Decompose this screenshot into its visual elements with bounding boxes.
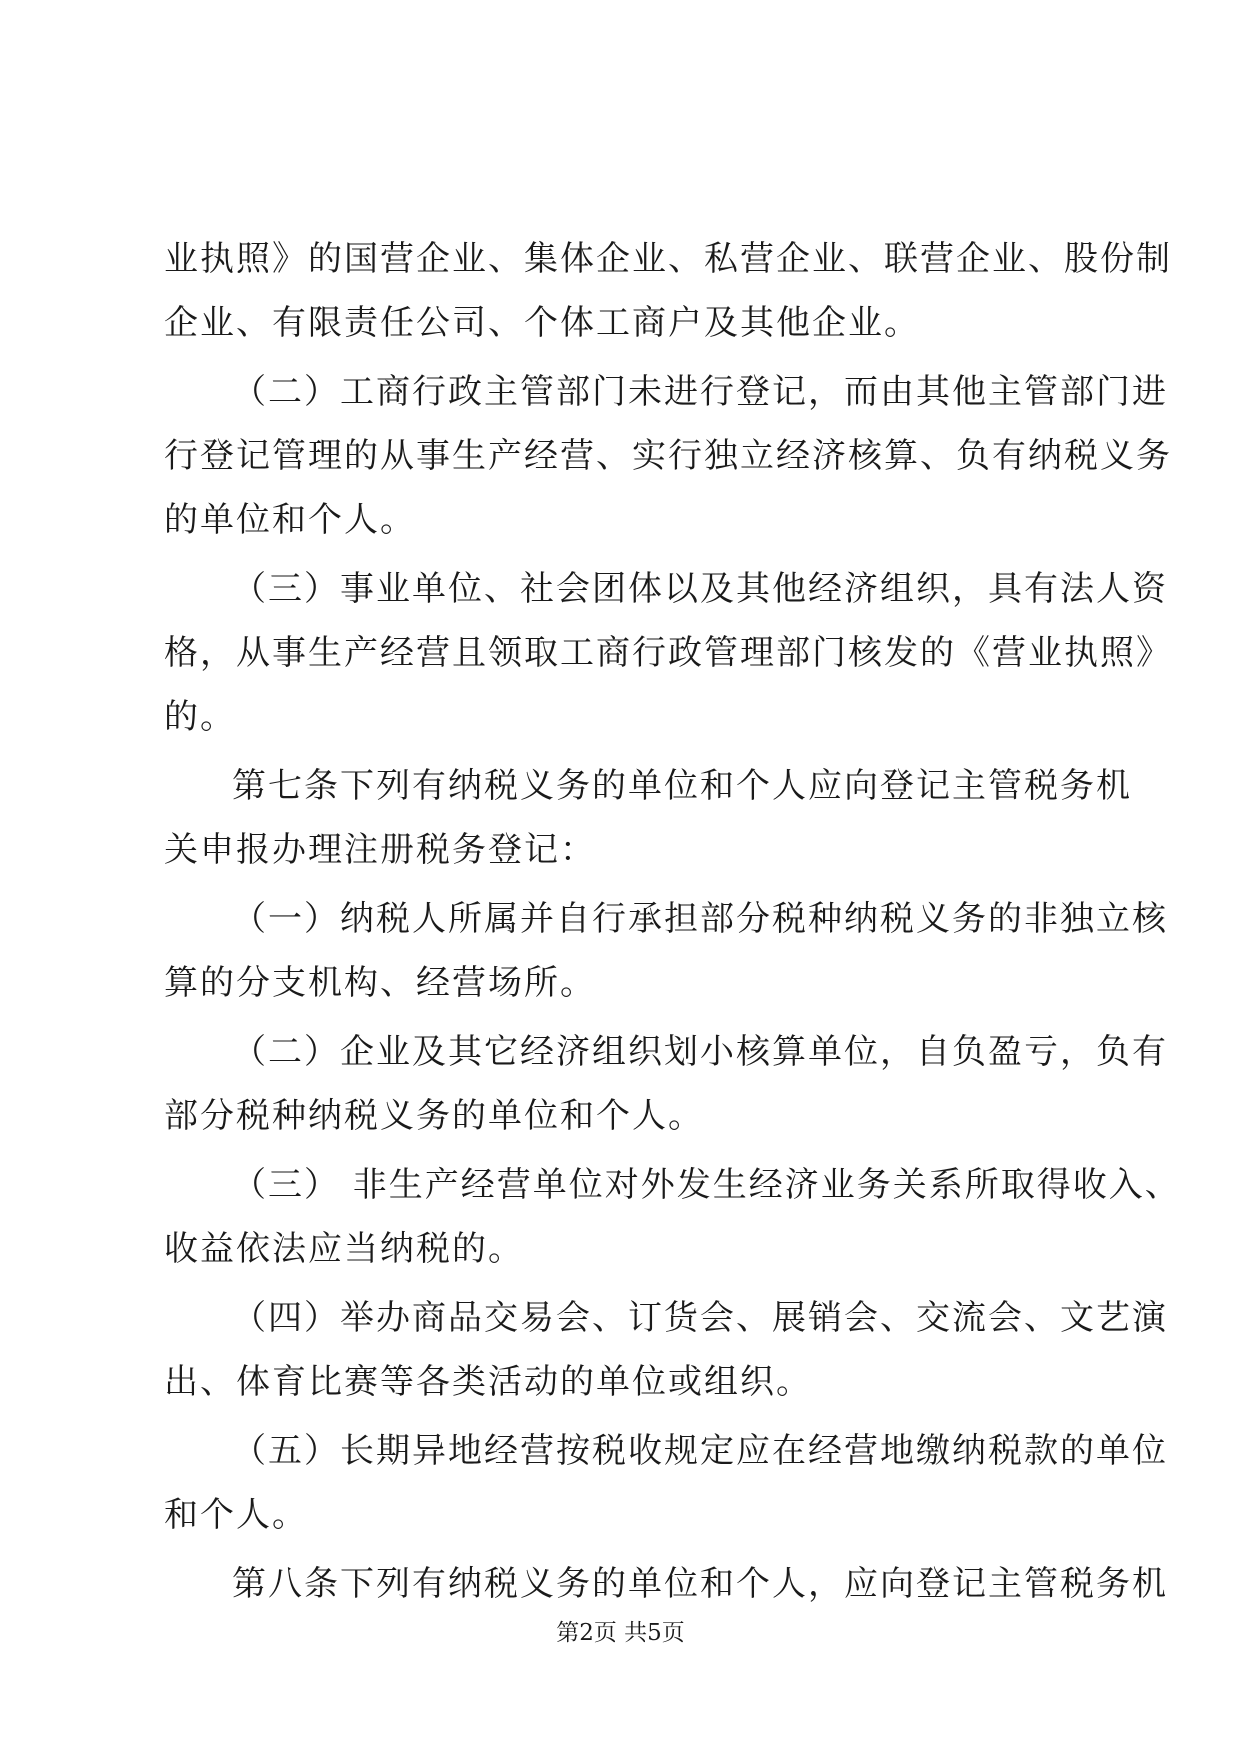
- text-line: （一）纳税人所属并自行承担部分税种纳税义务的非独立核: [232, 899, 1168, 939]
- text-line: （二）工商行政主管部门未进行登记，而由其他主管部门进: [232, 372, 1168, 412]
- text-line: 行登记管理的从事生产经营、实行独立经济核算、负有纳税义务: [164, 436, 1172, 476]
- page-number-footer: 第2页 共5页: [556, 1620, 685, 1646]
- text-line: 部分税种纳税义务的单位和个人。: [164, 1096, 704, 1136]
- text-line: 第八条下列有纳税义务的单位和个人，应向登记主管税务机: [232, 1564, 1168, 1604]
- text-line: 的单位和个人。: [164, 500, 416, 540]
- text-line: （三） 非生产经营单位对外发生经济业务关系所取得收入、: [232, 1165, 1181, 1205]
- text-line: （五）长期异地经营按税收规定应在经营地缴纳税款的单位: [232, 1431, 1168, 1471]
- text-line: 的。: [164, 697, 236, 737]
- text-line: 出、体育比赛等各类活动的单位或组织。: [164, 1362, 812, 1402]
- text-line: 算的分支机构、经营场所。: [164, 963, 596, 1003]
- text-line: （三）事业单位、社会团体以及其他经济组织，具有法人资: [232, 569, 1168, 609]
- text-line: 和个人。: [164, 1495, 308, 1535]
- text-line: 企业、有限责任公司、个体工商户及其他企业。: [164, 303, 920, 343]
- text-line: 格，从事生产经营且领取工商行政管理部门核发的《营业执照》: [164, 633, 1172, 673]
- text-line: 收益依法应当纳税的。: [164, 1229, 524, 1269]
- text-line: （四）举办商品交易会、订货会、展销会、交流会、文艺演: [232, 1298, 1168, 1338]
- text-line: 关申报办理注册税务登记：: [164, 830, 596, 870]
- text-line: （二）企业及其它经济组织划小核算单位，自负盈亏，负有: [232, 1032, 1168, 1072]
- text-line: 业执照》的国营企业、集体企业、私营企业、联营企业、股份制: [164, 239, 1172, 279]
- text-line: 第七条下列有纳税义务的单位和个人应向登记主管税务机: [232, 766, 1132, 806]
